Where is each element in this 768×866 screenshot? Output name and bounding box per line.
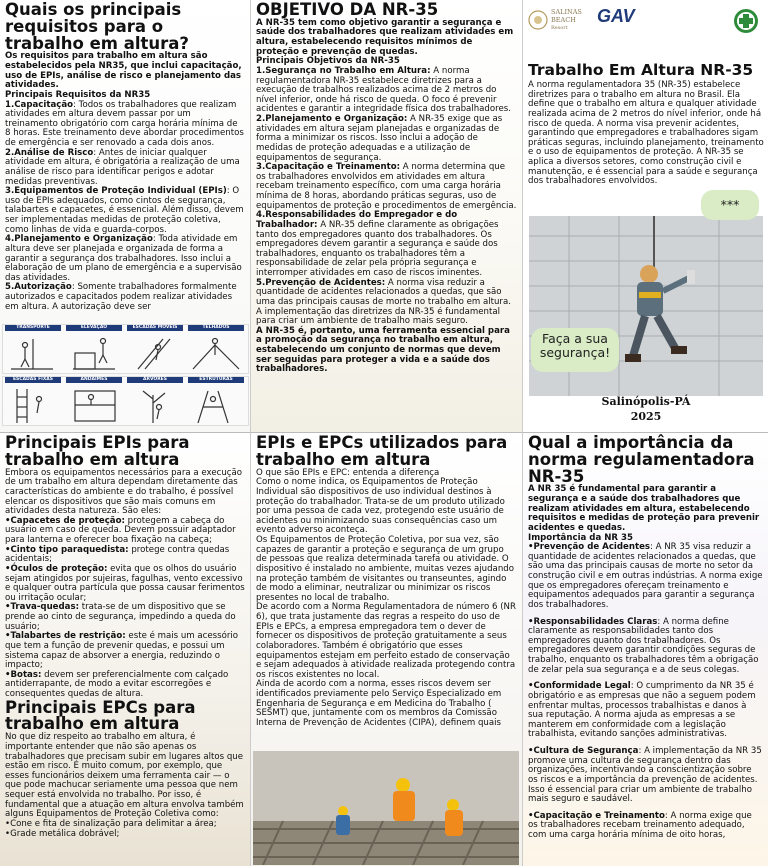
objetivo-title: OBJETIVO DA NR-35	[256, 0, 439, 19]
panel-requisitos	[0, 0, 250, 432]
strip-label: ESCADAS MÓVEIS	[127, 325, 183, 331]
panel-epis-epcs	[250, 432, 522, 866]
list-item: 4.Responsabilidades do Empregador e do Trabalhador: A NR-35 define claramente as obrigações tanto dos empregadores quanto dos trabalhadores. Os empregadores devem garantir a segurança e saúde dos trabalhadores, enquanto os trabalhadores têm a responsabilidade de zelar pela própria segurança e interromper atividades em caso de riscos iminentes.	[256, 210, 499, 279]
epcs-title: Principais EPCs para trabalho em altura	[5, 697, 196, 734]
importancia-intro: A NR 35 é fundamental para garantir a segurança e a saúde dos trabalhadores que realizam atividades em altura, estabelecendo requisitos e medidas de proteção para prevenir acidentes e quedas.	[528, 484, 760, 533]
strip-label: ÁRVORES	[127, 377, 183, 383]
list-item: •Responsabilidades Claras: A norma define claramente as responsabilidades tanto dos empregadores quanto dos trabalhadores. Os empregadores devem garantir condições seguras de trabalho, enquanto os trabalhadores têm a obrigação de zelar pela sua segurança e a de seus colegas.	[528, 616, 759, 675]
trabalho-altura-body: A norma regulamentadora 35 (NR-35) estabelece diretrizes para o trabalho em altura no Brasil. Ela define que o trabalho em altura e qualquer atividade realizada acima de 2 metros do nível inferior, onde há risco de queda. A norma visa prevenir acidentes, garantindo que empregadores e trabalhadores sigam práticas seguras, incluindo planejamento, treinamento e o uso de equipamentos de proteção. A NR-35 se aplica a diversos setores, como construção civil e manutenção, e é essencial para a saúde e segurança dos trabalhadores envolvidos.	[528, 80, 764, 187]
list-item: •Talabartes de restrição: este é mais um acessório que tem a função de prevenir quedas, e possui um sistema capaz de absorver a energia, reduzindo o impacto;	[5, 631, 239, 671]
speech-bubble-safety: Faça a sua segurança!	[531, 328, 619, 372]
strip-label: TRANSPORTE	[5, 325, 61, 331]
list-item: 2.Planejamento e Organização: A NR-35 exige que as atividades em altura sejam planejadas e organizadas de forma a minimizar os riscos. Isso inclui a adoção de medidas de proteção adequadas e a utilização de equipamentos de segurança.	[256, 114, 503, 163]
epis-epcs-title: EPIs e EPCs utilizados para trabalho em altura	[256, 433, 508, 469]
strip-label: ANDAIMES	[66, 377, 122, 383]
epis-list	[5, 517, 245, 700]
requisitos-list	[5, 101, 245, 313]
strip-label: ESCADAS FIXAS	[5, 377, 61, 383]
requisitos-title: Quais os principais requisitos para o trabalho em altura?	[5, 0, 189, 53]
requisitos-intro: Os requisitos para trabalho em altura são estabelecidos pela NR35, que inclui capacitação, uso de EPIs, análise de risco e planejamento das atividades.	[5, 51, 242, 91]
epis-epcs-paragraph: De acordo com a Norma Regulamentadora de número 6 (NR 6), que trata justamente das regras a respeito do uso de EPIs e EPCs, a empresa empregadora tem o dever de fornecer os dispositivos de proteção gratuitamente a seus colaboradores. Também é obrigatório que esses equipamentos estejam em perfeito estado de conservação e sejam adequados à atividade realizada protegendo contra os riscos existentes no local.	[256, 602, 516, 680]
safety-cross-icon	[733, 8, 759, 34]
objetivo-intro: A NR-35 tem como objetivo garantir a segurança e saúde dos trabalhadores que realizam atividades em altura, estabelecendo requisitos mínimos de proteção e prevenção de quedas.	[256, 17, 514, 57]
strip-label: TELHADOS	[188, 325, 244, 331]
panel-importancia	[522, 432, 768, 866]
epis-epcs-paragraph: O que são EPIs e EPC: entenda a diferença	[256, 467, 440, 478]
list-item: •Óculos de proteção: evita que os olhos do usuário sejam atingidos por sujeiras, fagulhas, vento excessivo e qualquer outra partícula que possa causar ferimentos ou irritação ocular;	[5, 563, 245, 603]
list-item: 5.Autorização: Somente trabalhadores formalmente autorizados e capacitados podem realizar atividades em altura. A autorização deve ser	[5, 282, 237, 312]
gav-logo: GAV	[597, 6, 635, 26]
epis-intro: Embora os equipamentos necessários para a execução de um trabalho em altura dependam diretamente das características do ambiente e do trabalho, é possível elencar os dispositivos que são mais comuns em atividades desta natureza. São eles:	[5, 467, 243, 517]
importancia-list	[528, 543, 763, 841]
situations-strip-bottom	[2, 376, 249, 426]
list-item: 5.Prevenção de Acidentes: A norma visa reduzir a quantidade de acidentes relacionados a quedas, que são uma das principais causas de morte no trabalho em altura. A implementação das diretrizes da NR-35 é fundamental para criar um ambiente de trabalho mais seguro.	[256, 277, 511, 327]
epcs-body: No que diz respeito ao trabalho em altura, é importante entender que não são apenas os trabalhadores que precisam subir em lugares altos que estão em risco. É muito comum, por exemplo, que esses funcionários deixem uma ferramenta cair — o que pode machucar seriamente uma pessoa que nem sequer está envolvida no trabalho. Por isso, é fundamental que a atuação em altura envolva também alguns Equipamentos de Proteção Coletiva como:	[5, 732, 244, 820]
epis-epcs-paragraph: Ainda de acordo com a norma, esses riscos devem ser identificados previamente pelo Serviço Especializado em Engenharia de Segurança e em Medicina do Trabalho ( SESMT) que, juntamente com os membros da Comissão Interna de Prevenção de Acidentes (CIPA), definem quais	[256, 679, 502, 728]
logo-line: Resort	[551, 25, 568, 31]
worker-pictograms-icon	[3, 385, 248, 425]
city-label: Salinópolis-PÁ	[601, 395, 691, 408]
epis-title: Principais EPIs para trabalho em altura	[5, 433, 190, 469]
list-item: 3.Equipamentos de Proteção Individual (EPIs): O uso de EPIs adequados, como cintos de segurança, talabartes e capacetes, é essencial. Além disso, devem ser implementadas medidas de proteção coletiva, como linhas de vida e guarda-corpos.	[5, 186, 244, 235]
worker-illustration	[529, 186, 763, 426]
strip-label: ESTRUTURAS	[188, 377, 244, 383]
list-item: •Grade metálica dobrável;	[5, 828, 120, 839]
speech-bubble-top: ***	[701, 190, 759, 220]
list-item: 4.Planejamento e Organização: Toda atividade em altura deve ser planejada e organizada de forma a garantir a segurança dos trabalhadores. Isso inclui a elaboração de um plano de emergência e a supervisão das atividades.	[5, 234, 242, 283]
objetivo-subtitle: Principais Objetivos da NR-35	[256, 56, 400, 67]
panel-epis	[0, 432, 250, 866]
logo-line: SALINAS	[551, 8, 582, 16]
list-item: •Cinto tipo paraquedista: protege contra quedas acidentais;	[5, 544, 230, 565]
sun-icon	[527, 9, 549, 31]
epis-epcs-paragraph: Como o nome indica, os Equipamentos de Proteção Individual são dispositivos de uso individual destinos à proteção do trabalhador. Trata-se de um produto utilizado por uma pessoa de cada vez, protegendo este usuário de acidentes ou minimizando suas consequências caso um evento adverso aconteça.	[256, 477, 505, 536]
panel-trabalho-altura	[522, 0, 768, 432]
requisitos-subtitle: Principais Requisitos da NR35	[5, 89, 151, 100]
list-item: 3.Capacitação e Treinamento: A norma determina que os trabalhadores envolvidos em atividades em altura recebam treinamento específico, com uma carga horária mínima de 8 horas, abordando práticas seguras, uso de equipamentos de proteção e procedimentos de emergência.	[256, 162, 517, 211]
list-item: •Trava-quedas: trata-se de um dispositivo que se prende ao cinto de segurança, impedindo a queda do usuário;	[5, 602, 236, 632]
epis-epcs-paragraph: Os Equipamentos de Proteção Coletiva, por sua vez, são capazes de garantir a proteção e segurança de um grupo de pessoas que realiza determinada tarefa ou atividade. O dispositivo é instalado no ambiente, muitas vezes ajudando na proteção também de visitantes ou transeuntes, agindo de modo a eliminar, neutralizar ou minimizar os riscos presentes no local de trabalho.	[256, 535, 514, 603]
list-item: 1.Segurança no Trabalho em Altura: A norma regulamentadora NR-35 estabelece diretrizes para a execução de trabalhos realizados acima de 2 metros do nível inferior, onde há risco de queda. O foco é prevenir acidentes e garantir a integridade física dos trabalhadores.	[256, 65, 511, 115]
list-item: •Cultura de Segurança: A implementação da NR 35 promove uma cultura de segurança dentro das organizações, incentivando a conscientização sobre os riscos e a importância da prevenção de acidentes. Isso é essencial para criar um ambiente de trabalho mais seguro e saudável.	[528, 746, 762, 805]
objetivo-conclusion: A NR-35 é, portanto, uma ferramenta essencial para a promoção da segurança no trabalho em altura, estabelecendo um conjunto de normas que devem ser seguidas para proteger a vida e a saúde dos trabalhadores.	[256, 325, 510, 375]
construction-workers-photo	[253, 751, 519, 865]
situations-strip-top	[2, 324, 249, 374]
importancia-title: Qual a importância da norma regulamentadora NR-35	[528, 433, 755, 486]
list-item: •Botas: devem ser preferencialmente com calçado antiderrapante, de modo a evitar escorregões e consequentes quedas de altura.	[5, 669, 229, 700]
strip-label: ELEVAÇÃO	[66, 325, 122, 331]
worker-pictograms-icon	[3, 333, 248, 373]
year-label: 2025	[630, 410, 662, 423]
panel-objetivo	[250, 0, 522, 432]
list-item: 2.Análise de Risco: Antes de iniciar qualquer atividade em altura, é obrigatória a realização de uma análise de risco para identificar perigos e adotar medidas preventivas.	[5, 147, 240, 187]
importancia-subtitle: Importância da NR 35	[528, 532, 634, 543]
list-item: •Capacitação e Treinamento: A norma exige que os trabalhadores recebam treinamento adequado, com uma carga horária mínima de oito horas,	[528, 810, 752, 841]
list-item: •Cone e fita de sinalização para delimitar a área;	[5, 818, 217, 829]
list-item: •Prevenção de Acidentes: A NR 35 visa reduzir a quantidade de acidentes relacionados a quedas, que são uma das principais causas de morte no setor da construção civil e em outras indústrias. A norma exige que os empregadores ofereçam treinamento e equipamentos adequados para garantir a segurança dos trabalhadores.	[528, 542, 763, 610]
trabalho-altura-title: Trabalho Em Altura NR-35	[528, 61, 754, 79]
logo-line: BEACH	[551, 16, 576, 24]
list-item: 1.Capacitação: Todos os trabalhadores que realizam atividades em altura devem passar por um treinamento obrigatório com carga horária mínima de 8 horas. Este treinamento deve abordar procedimentos de emergência e ser renovado a cada dois anos.	[5, 99, 244, 149]
list-item: •Capacetes de proteção: protegem a cabeça do usuário em caso de queda. Devem possuir adaptador para lanterna e oferecer boa fixação na cabeça;	[5, 515, 236, 546]
salinas-beach-logo	[527, 6, 587, 36]
list-item: •Conformidade Legal: O cumprimento da NR 35 é obrigatório e as empresas que não a seguem podem enfrentar multas, processos trabalhistas e danos à sua reputação. A norma ajuda as empresas a se manterem em conformidade com a legislação trabalhista, evitando sanções administrativas.	[528, 681, 756, 740]
objetivo-list	[256, 67, 517, 327]
